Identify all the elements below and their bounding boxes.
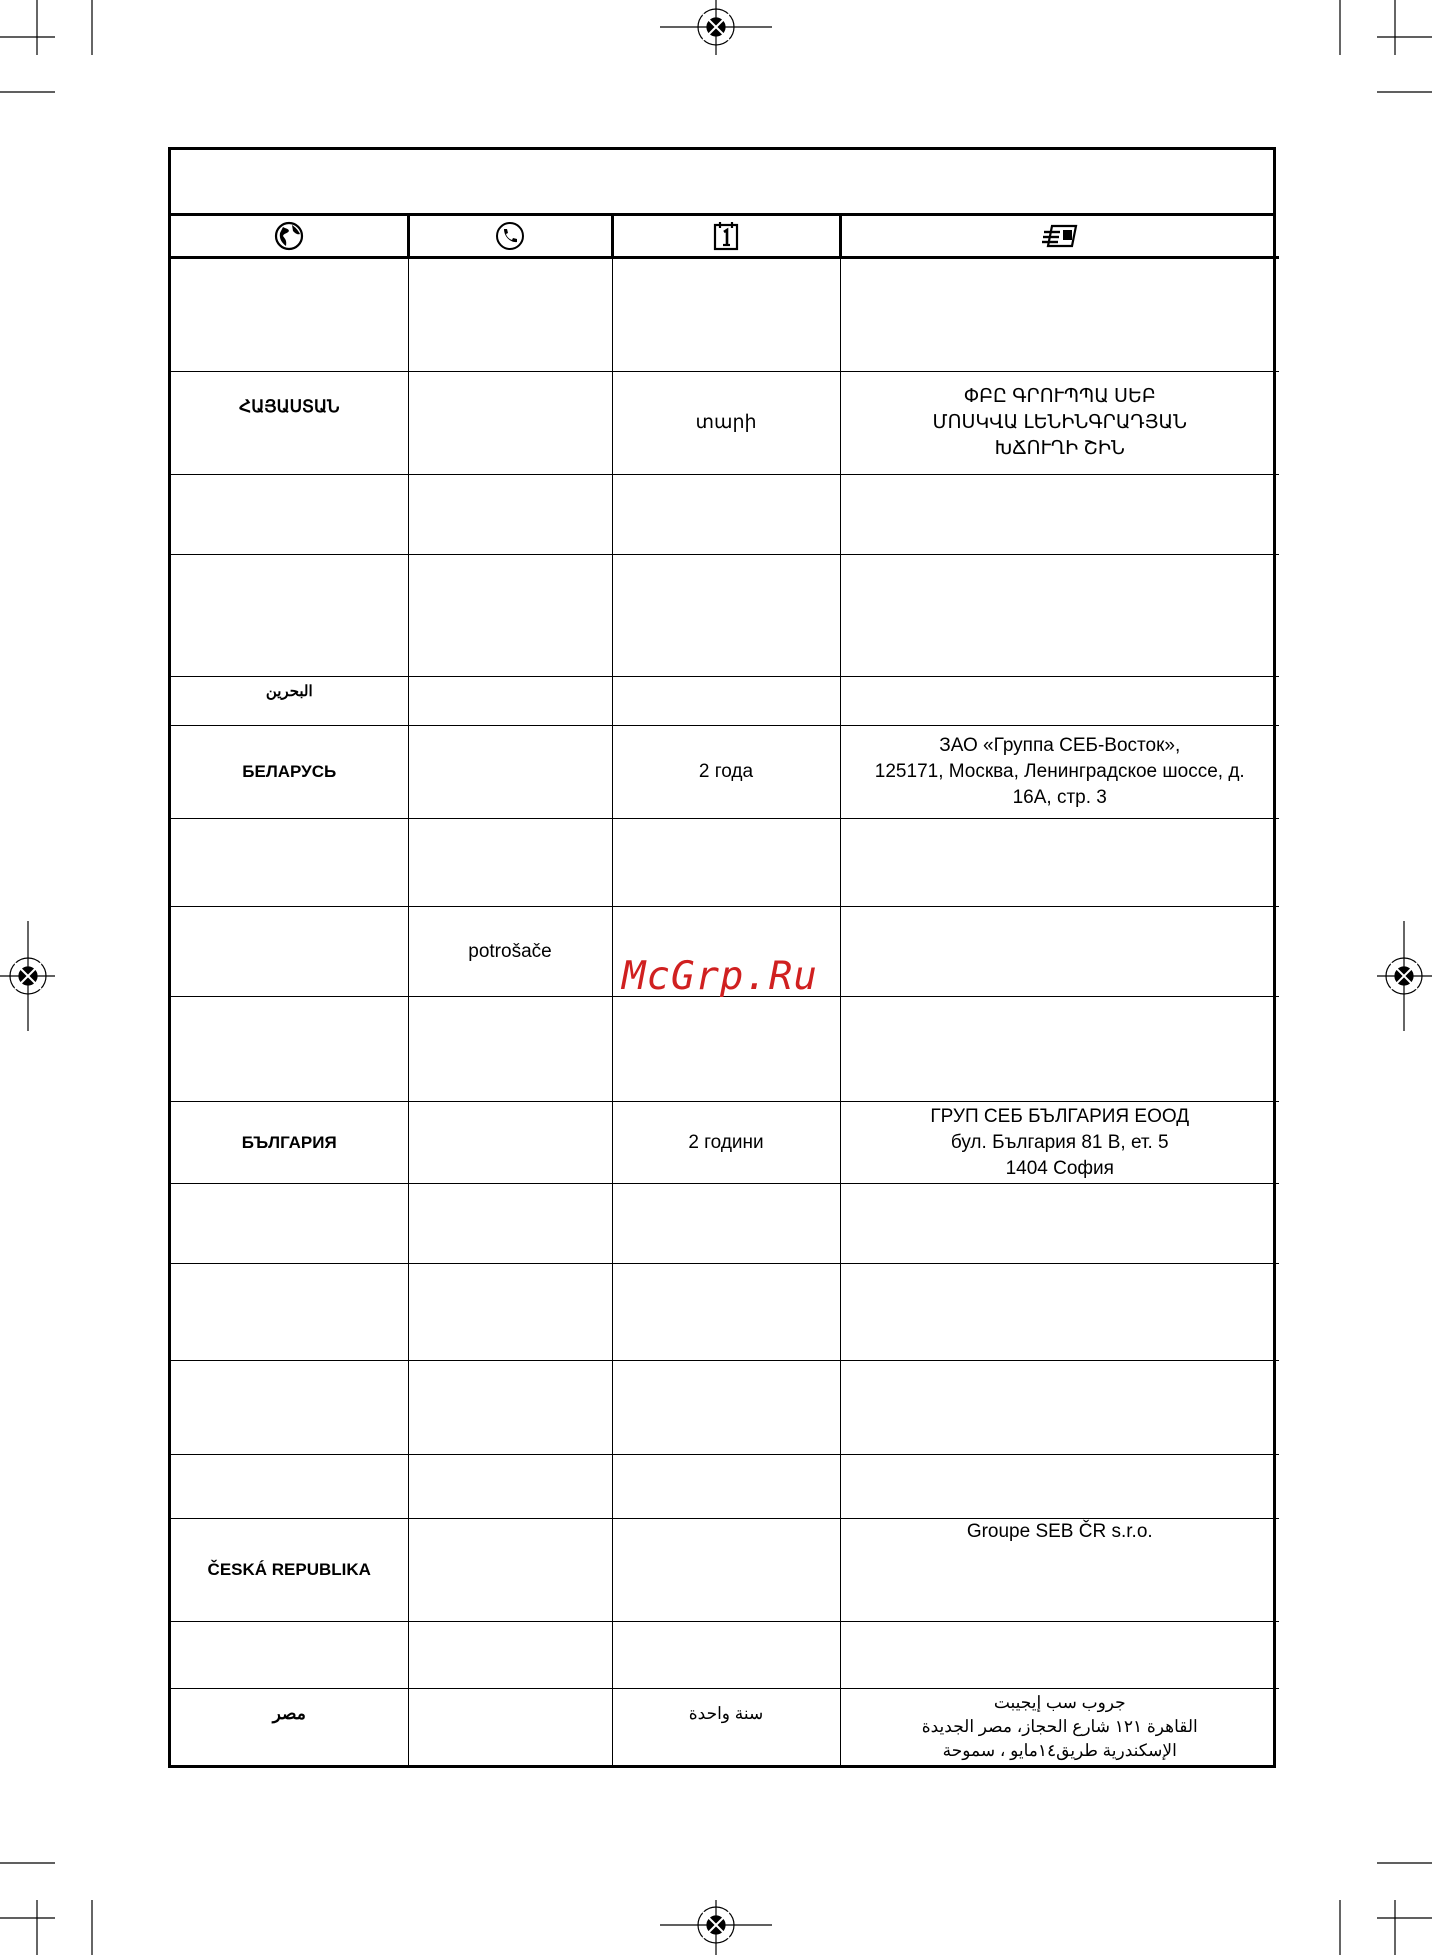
phone-cell: [408, 1361, 612, 1455]
address-line: ГРУП СЕБ БЪЛГАРИЯ ЕООД: [930, 1105, 1190, 1127]
table-row: [171, 1184, 1279, 1264]
column-address: [840, 216, 1279, 258]
address-line: ՄՈՍԿՎԱ ԼԵՆԻՆԳՐԱԴՅԱՆ: [932, 412, 1187, 433]
table-row: [171, 677, 1279, 726]
warranty-cell: [612, 555, 840, 677]
table-row: [171, 726, 1279, 819]
address-line: 1404 София: [1005, 1157, 1114, 1179]
country-cell: БЕЛАРУСЬ: [171, 726, 408, 819]
phone-cell: [408, 677, 612, 726]
country-cell: مصر: [171, 1689, 408, 1765]
table-row: [171, 372, 1279, 475]
address-line: Groupe SEB ČR s.r.o.: [966, 1521, 1153, 1542]
phone-cell: [408, 1264, 612, 1361]
country-cell: ČESKÁ REPUBLIKA: [171, 1519, 408, 1622]
warranty-cell: [612, 677, 840, 726]
country-cell: [171, 1622, 408, 1689]
country-cell: [171, 907, 408, 997]
table-row: [171, 1689, 1279, 1765]
warranty-cell: [612, 258, 840, 372]
phone-icon: [494, 221, 526, 251]
phone-cell: potrošače: [408, 907, 612, 997]
phone-cell: [408, 819, 612, 907]
warranty-cell: 2 года: [612, 726, 840, 819]
table-row: [171, 258, 1279, 372]
address-cell: [840, 907, 1279, 997]
country-cell: ՀԱՅԱՍՏԱՆ: [171, 372, 408, 475]
address-cell: [840, 372, 1279, 475]
address-cell: [840, 1519, 1279, 1622]
phone-cell: [408, 1102, 612, 1184]
country-cell: [171, 1455, 408, 1519]
address-line: ՓԲԸ ԳՐՈՒՊՊԱ ՍԵԲ: [963, 386, 1156, 407]
country-cell: [171, 555, 408, 677]
address-line: القاهرة ١٢١ شارع الحجاز، مصر الجديدة: [921, 1716, 1198, 1736]
address-card-icon: [1042, 223, 1078, 249]
address-cell: [840, 1689, 1279, 1765]
table-row: [171, 1102, 1279, 1184]
address-line: ԽՃՈՒՂԻ ՇԻՆ: [994, 438, 1125, 459]
address-line: الإسكندرية طريق١٤مايو ، سموحة: [942, 1740, 1177, 1760]
address-cell: [840, 819, 1279, 907]
phone-cell: [408, 1689, 612, 1765]
phone-cell: [408, 475, 612, 555]
globe-icon: [274, 221, 304, 251]
country-cell: [171, 819, 408, 907]
address-line: бул. България 81 В, ет. 5: [950, 1131, 1169, 1153]
country-cell: [171, 997, 408, 1102]
phone-cell: [408, 258, 612, 372]
address-cell: [840, 677, 1279, 726]
table-row: [171, 1455, 1279, 1519]
phone-cell: [408, 1519, 612, 1622]
phone-cell: [408, 372, 612, 475]
phone-cell: [408, 1455, 612, 1519]
warranty-cell: 2 години: [612, 1102, 840, 1184]
address-cell: [840, 475, 1279, 555]
warranty-cell: [612, 819, 840, 907]
address-cell: [840, 1102, 1279, 1184]
address-line: ЗАО «Группа СЕБ-Восток»,: [939, 735, 1181, 756]
warranty-cell: [612, 1184, 840, 1264]
calendar-icon: [713, 221, 739, 251]
address-cell: [840, 1184, 1279, 1264]
table-row: [171, 475, 1279, 555]
column-warranty: [612, 216, 840, 258]
table-row: [171, 1519, 1279, 1622]
table-row: [171, 1622, 1279, 1689]
address-cell: [840, 555, 1279, 677]
country-cell: [171, 475, 408, 555]
warranty-cell: [612, 1361, 840, 1455]
phone-cell: [408, 1184, 612, 1264]
table-row: [171, 819, 1279, 907]
warranty-cell: [612, 997, 840, 1102]
address-cell: [840, 258, 1279, 372]
column-phone: [408, 216, 612, 258]
table-row: [171, 997, 1279, 1102]
table-row: [171, 1361, 1279, 1455]
address-line: 125171, Москва, Ленинградское шоссе, д.: [874, 761, 1245, 782]
address-line: 16А, стр. 3: [1012, 787, 1107, 808]
table-row: [171, 555, 1279, 677]
table-row: [171, 1264, 1279, 1361]
watermark: McGrp.Ru: [622, 954, 818, 999]
column-country: [171, 216, 408, 258]
country-cell: БЪЛГАРИЯ: [171, 1102, 408, 1184]
country-cell: البحرين: [171, 677, 408, 726]
title-bar: [171, 150, 1273, 216]
warranty-cell: [612, 1622, 840, 1689]
warranty-cell: [612, 475, 840, 555]
country-cell: [171, 258, 408, 372]
phone-cell: [408, 997, 612, 1102]
address-cell: [840, 726, 1279, 819]
address-cell: [840, 997, 1279, 1102]
address-cell: [840, 1264, 1279, 1361]
address-line: جروب سب إيجيبت: [993, 1692, 1126, 1712]
phone-cell: [408, 1622, 612, 1689]
header-row: [171, 216, 1279, 258]
warranty-cell: سنة واحدة: [612, 1689, 840, 1765]
warranty-cell: [612, 1264, 840, 1361]
phone-cell: [408, 555, 612, 677]
warranty-cell: [612, 1455, 840, 1519]
warranty-cell: տարի: [612, 372, 840, 475]
address-cell: [840, 1455, 1279, 1519]
address-cell: [840, 1622, 1279, 1689]
phone-cell: [408, 726, 612, 819]
warranty-cell: [612, 1519, 840, 1622]
country-cell: [171, 1264, 408, 1361]
country-cell: [171, 1361, 408, 1455]
country-cell: [171, 1184, 408, 1264]
address-cell: [840, 1361, 1279, 1455]
